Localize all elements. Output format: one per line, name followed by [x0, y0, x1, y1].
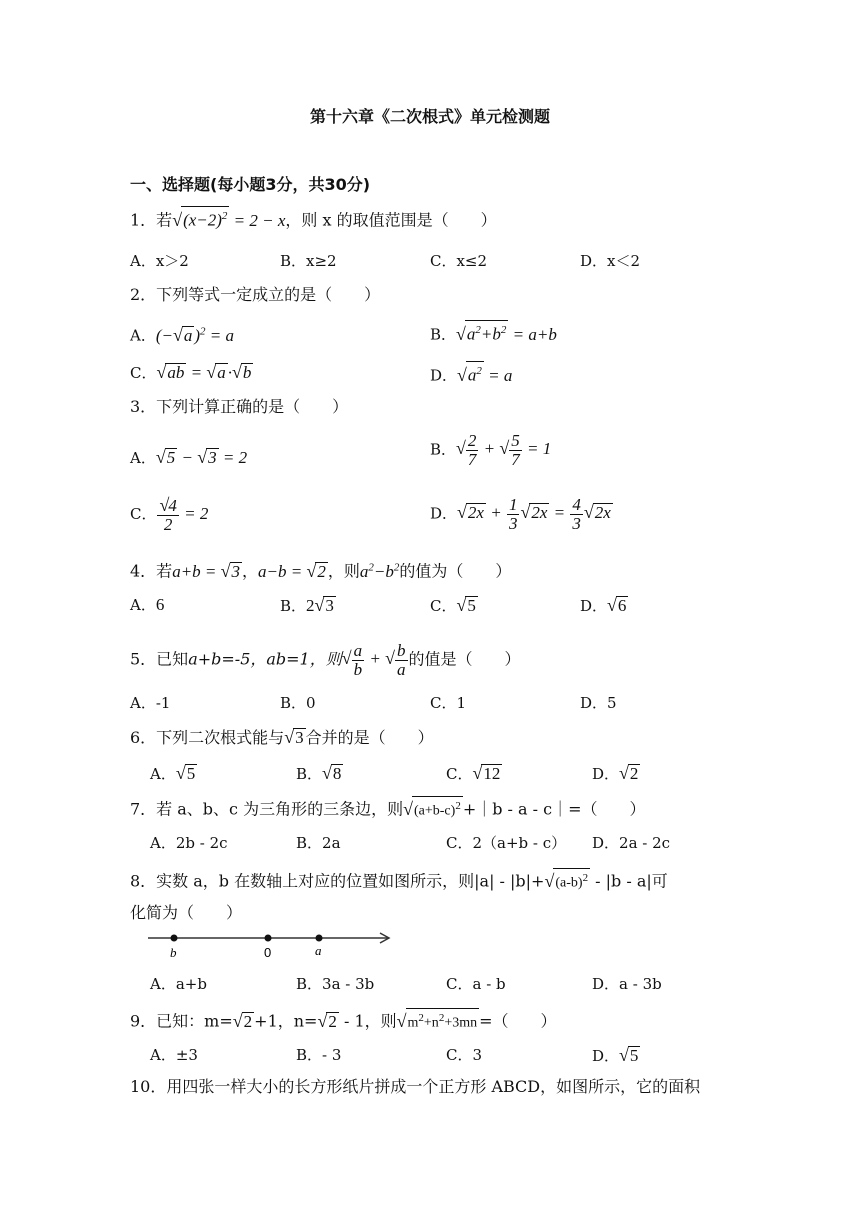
q6-option-d[interactable]: D．√2	[592, 763, 639, 783]
number-line-figure	[146, 925, 396, 961]
q8-option-b[interactable]: B．3a - 3b	[296, 975, 375, 993]
q2-option-a[interactable]: A．(−√a )$^2$ = a	[130, 324, 235, 345]
question-10: 10．用四张一样大小的长方形纸片拼成一个正方形 ABCD，如图所示，它的面积	[130, 1077, 701, 1096]
q4-option-c[interactable]: C．√5	[430, 595, 476, 615]
question-8-line-2: 化简为（ ）	[130, 903, 243, 922]
q9-option-c[interactable]: C．3	[446, 1046, 483, 1064]
q5-option-a[interactable]: A．-1	[130, 694, 171, 712]
q4-option-d[interactable]: D．√6	[580, 595, 627, 615]
q9-option-a[interactable]: A．±3	[150, 1046, 198, 1064]
q7-option-a[interactable]: A．2b - 2c	[150, 834, 228, 852]
q6-option-b[interactable]: B．√8	[296, 763, 342, 783]
question-9: 9．已知：m=√2 +1，n=√2 - 1，则$√m^2+n^2+3mn$ =（ ）	[130, 1008, 557, 1035]
q3-option-b[interactable]: B．√ $\frac{2}{7}$ + √ $\frac{5}{7}$ = 1	[430, 431, 552, 469]
q3-option-d[interactable]: D．√2x + $\frac{1}{3}$ √2x = $\frac{4}{3}$ √2x	[430, 495, 611, 533]
q3-option-a[interactable]: A．√5 − √3 = 2	[130, 447, 248, 467]
q8-option-d[interactable]: D．a - 3b	[592, 975, 662, 993]
label-zero: 0	[264, 945, 272, 960]
q7-option-b[interactable]: B．2a	[296, 834, 341, 852]
q2-option-b[interactable]: B．$√a^2+b^2 = a+b$	[430, 320, 557, 346]
question-6: 6．下列二次根式能与√3 合并的是（ ）	[130, 727, 434, 747]
q9-option-d[interactable]: D．√5	[592, 1045, 639, 1065]
question-2: 2．下列等式一定成立的是（ ）	[130, 285, 381, 304]
q1-option-d[interactable]: D．x＜2	[580, 252, 641, 270]
section-heading: 一、选择题(每小题3分，共30分)	[130, 175, 371, 194]
question-5: 5．已知a+b=-5，ab=1，则√ $\frac{a}{b}$ + √ $\frac{b}{a}$ 的值是（ ）	[130, 641, 521, 679]
q2-option-c[interactable]: C．√ab = √a ·√b	[130, 362, 252, 382]
page-title: 第十六章《二次根式》单元检测题	[309, 107, 550, 126]
q3-option-c[interactable]: C． $\frac{√4}{2}$ = 2	[130, 495, 209, 534]
question-1: 1．若$√(x-2)^2 = 2 - x$，则 x 的取值范围是（ ）	[130, 206, 497, 232]
label-b: b	[170, 945, 177, 960]
q5-option-c[interactable]: C．1	[430, 694, 467, 712]
q6-option-c[interactable]: C．√12	[446, 763, 501, 783]
q4-option-a[interactable]: A．6	[130, 595, 165, 614]
q1-option-b[interactable]: B．x≥2	[280, 252, 337, 270]
q1-option-c[interactable]: C．x≤2	[430, 252, 488, 270]
q4-option-b[interactable]: B．2√3	[280, 595, 334, 615]
q2-option-d[interactable]: D．$√a^2 = a$	[430, 361, 512, 387]
point-b	[171, 935, 178, 942]
point-a	[316, 935, 323, 942]
q5-option-d[interactable]: D．5	[580, 694, 617, 712]
question-8: 8．实数 a，b 在数轴上对应的位置如图所示，则$|a| - |b|+√(a-b)^2 - |b - a|$可	[130, 868, 668, 895]
q7-option-c[interactable]: C．2（a+b - c）	[446, 834, 567, 852]
q8-option-c[interactable]: C．a - b	[446, 975, 506, 993]
q7-option-d[interactable]: D．2a - 2c	[592, 834, 671, 852]
question-3: 3．下列计算正确的是（ ）	[130, 397, 349, 416]
point-zero	[265, 935, 272, 942]
question-7: 7．若 a、b、c 为三角形的三条边，则$√(a+b-c)^2$ +｜b - a - c｜=（ ）	[130, 796, 646, 823]
q9-option-b[interactable]: B．- 3	[296, 1046, 342, 1064]
label-a: a	[315, 943, 322, 958]
q8-option-a[interactable]: A．a+b	[150, 975, 207, 993]
q5-option-b[interactable]: B．0	[280, 694, 316, 712]
q6-option-a[interactable]: A．√5	[150, 763, 196, 783]
question-4: 4．若a+b = √3 ，a−b = √2 ，则$a^2-b^2$的值为（ ）	[130, 560, 512, 581]
q1-option-a[interactable]: A．x＞2	[130, 252, 189, 270]
